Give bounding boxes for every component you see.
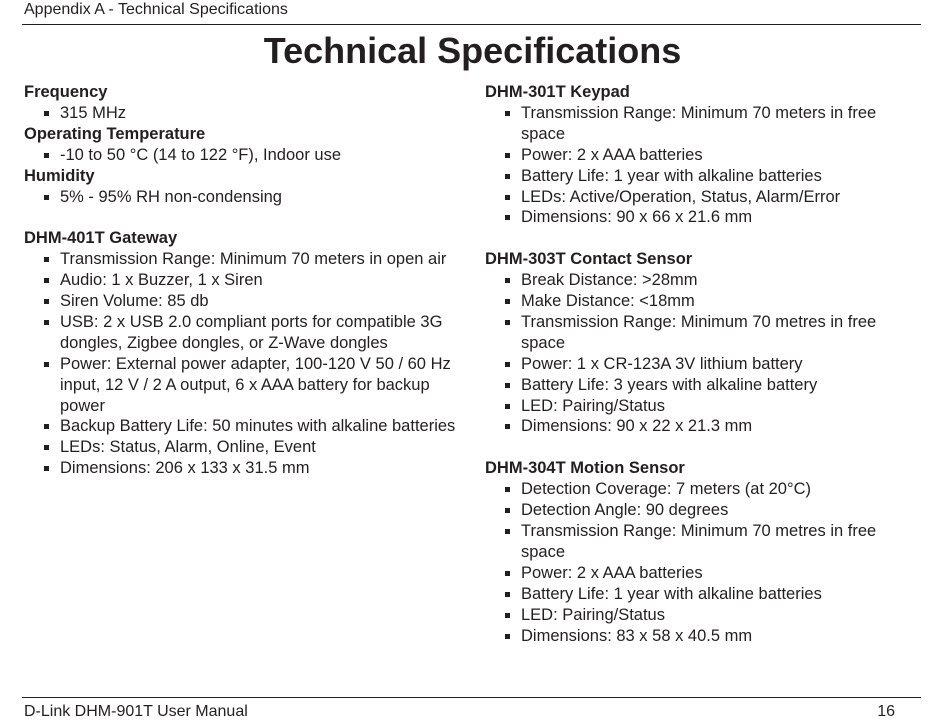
spec-item-text: Transmission Range: Minimum 70 meters in open air	[60, 250, 447, 269]
spec-item-text: LEDs: Active/Operation, Status, Alarm/Error	[521, 187, 841, 206]
spec-item	[485, 605, 915, 626]
square-bullet-icon	[505, 174, 510, 179]
section-heading: DHM-301T Keypad	[485, 83, 630, 101]
spec-item-text: Battery Life: 1 year with alkaline batteries	[521, 166, 822, 185]
spec-item-text: Battery Life: 3 years with alkaline battery	[521, 375, 818, 394]
spec-item	[485, 563, 915, 584]
section-heading: DHM-401T Gateway	[24, 229, 178, 248]
spec-item-text: Transmission Range: Minimum 70 meters in free space	[521, 103, 877, 143]
spec-item-text: -10 to 50 °C (14 to 122 °F), Indoor use	[60, 145, 342, 164]
square-bullet-icon	[44, 320, 49, 325]
page-title: Technical Specifications	[263, 30, 682, 71]
spec-item-text: LED: Pairing/Status	[521, 605, 665, 624]
spec-item	[485, 166, 915, 187]
spec-item	[485, 103, 915, 145]
square-bullet-icon	[505, 529, 510, 534]
footer-divider	[22, 697, 921, 698]
square-bullet-icon	[44, 445, 49, 450]
square-bullet-icon	[505, 383, 510, 388]
square-bullet-icon	[44, 195, 49, 200]
spec-item-text: LED: Pairing/Status	[521, 396, 665, 415]
spec-item	[485, 145, 915, 166]
spec-item	[485, 479, 915, 500]
square-bullet-icon	[44, 299, 49, 304]
section-heading: Frequency	[24, 83, 108, 101]
spec-item-text: Battery Life: 1 year with alkaline batteries	[521, 584, 822, 603]
square-bullet-icon	[44, 424, 49, 429]
spec-item	[485, 187, 915, 208]
spec-item	[24, 354, 464, 417]
spec-item	[24, 187, 464, 208]
square-bullet-icon	[505, 195, 510, 200]
spec-item-text: Break Distance: >28mm	[521, 271, 698, 290]
square-bullet-icon	[505, 571, 510, 576]
square-bullet-icon	[44, 466, 49, 471]
section-heading: Humidity	[24, 166, 95, 185]
spec-item	[485, 312, 915, 354]
spec-item	[485, 500, 915, 521]
square-bullet-icon	[505, 508, 510, 513]
spec-item	[485, 207, 915, 228]
spec-item-text: Backup Battery Life: 50 minutes with alkaline batteries	[60, 417, 456, 436]
spec-item	[485, 354, 915, 375]
spec-item-text: Siren Volume: 85 db	[60, 292, 209, 311]
square-bullet-icon	[505, 487, 510, 492]
spec-item-text: 5% - 95% RH non-condensing	[60, 187, 282, 206]
spec-item-text: Audio: 1 x Buzzer, 1 x Siren	[60, 271, 263, 290]
square-bullet-icon	[44, 278, 49, 283]
section-heading: DHM-303T Contact Sensor	[485, 250, 693, 269]
square-bullet-icon	[505, 320, 510, 325]
square-bullet-icon	[505, 362, 510, 367]
spec-item	[24, 249, 464, 270]
square-bullet-icon	[505, 111, 510, 116]
square-bullet-icon	[44, 362, 49, 367]
spec-item-text: Detection Angle: 90 degrees	[521, 501, 729, 520]
square-bullet-icon	[505, 613, 510, 618]
spec-item-text: USB: 2 x USB 2.0 compliant ports for compatible 3G dongles, Zigbee dongles, or Z-Wave dongles	[60, 312, 443, 352]
spec-item	[24, 312, 464, 354]
spec-item-text: Power: 2 x AAA batteries	[521, 145, 703, 164]
square-bullet-icon	[505, 299, 510, 304]
square-bullet-icon	[505, 153, 510, 158]
spec-item	[24, 437, 464, 458]
spec-item-text: Power: 1 x CR-123A 3V lithium battery	[521, 354, 803, 373]
spec-item-text: 315 MHz	[60, 103, 127, 122]
spec-item-text: Transmission Range: Minimum 70 metres in free space	[521, 312, 877, 352]
spec-section-contact-sensor	[485, 249, 915, 437]
square-bullet-icon	[505, 278, 510, 283]
spec-item	[24, 270, 464, 291]
page-header-section: Appendix A - Technical Specifications	[24, 1, 288, 18]
square-bullet-icon	[505, 592, 510, 597]
spec-item	[24, 291, 464, 312]
spec-item-text: LEDs: Status, Alarm, Online, Event	[60, 438, 316, 457]
square-bullet-icon	[505, 404, 510, 409]
spec-item-text: Dimensions: 83 x 58 x 40.5 mm	[521, 626, 753, 645]
section-heading: Operating Temperature	[24, 124, 206, 143]
page-number: 16	[877, 703, 895, 720]
spec-item	[24, 458, 464, 479]
spec-item-text: Dimensions: 90 x 22 x 21.3 mm	[521, 417, 753, 436]
spec-item	[24, 103, 464, 124]
spec-section-motion-sensor	[485, 458, 915, 646]
spec-item-text: Transmission Range: Minimum 70 metres in free space	[521, 522, 877, 561]
spec-item	[485, 584, 915, 605]
footer-manual-title: D-Link DHM-901T User Manual	[24, 703, 248, 720]
spec-item	[485, 270, 915, 291]
square-bullet-icon	[505, 634, 510, 639]
right-column	[485, 82, 915, 646]
square-bullet-icon	[44, 153, 49, 158]
spec-item	[485, 375, 915, 396]
square-bullet-icon	[505, 424, 510, 429]
spec-item	[485, 521, 915, 563]
square-bullet-icon	[44, 111, 49, 116]
spec-item-text: Dimensions: 206 x 133 x 31.5 mm	[60, 459, 310, 478]
square-bullet-icon	[44, 257, 49, 262]
header-divider	[22, 24, 921, 25]
spec-item-text: Detection Coverage: 7 meters (at 20°C)	[521, 480, 811, 499]
spec-item-text: Dimensions: 90 x 66 x 21.6 mm	[521, 208, 753, 227]
spec-section-operating-temperature	[24, 124, 464, 166]
spec-section-humidity	[24, 166, 464, 208]
spec-item-text: Make Distance: <18mm	[521, 292, 695, 311]
spec-item	[485, 626, 915, 647]
spec-item	[24, 416, 464, 437]
left-column	[24, 82, 464, 479]
spec-item	[24, 145, 464, 166]
spec-item	[485, 416, 915, 437]
spec-item	[485, 291, 915, 312]
spec-item-text: Power: External power adapter, 100-120 V 50 / 60 Hz input, 12 V / 2 A output, 6 x AAA battery for backup power	[60, 354, 451, 415]
spec-section-frequency	[24, 82, 464, 124]
spec-item	[485, 396, 915, 417]
spec-item-text: Power: 2 x AAA batteries	[521, 563, 703, 582]
square-bullet-icon	[505, 215, 510, 220]
section-heading: DHM-304T Motion Sensor	[485, 459, 685, 478]
spec-section-keypad	[485, 82, 915, 228]
spec-section-gateway	[24, 228, 464, 479]
